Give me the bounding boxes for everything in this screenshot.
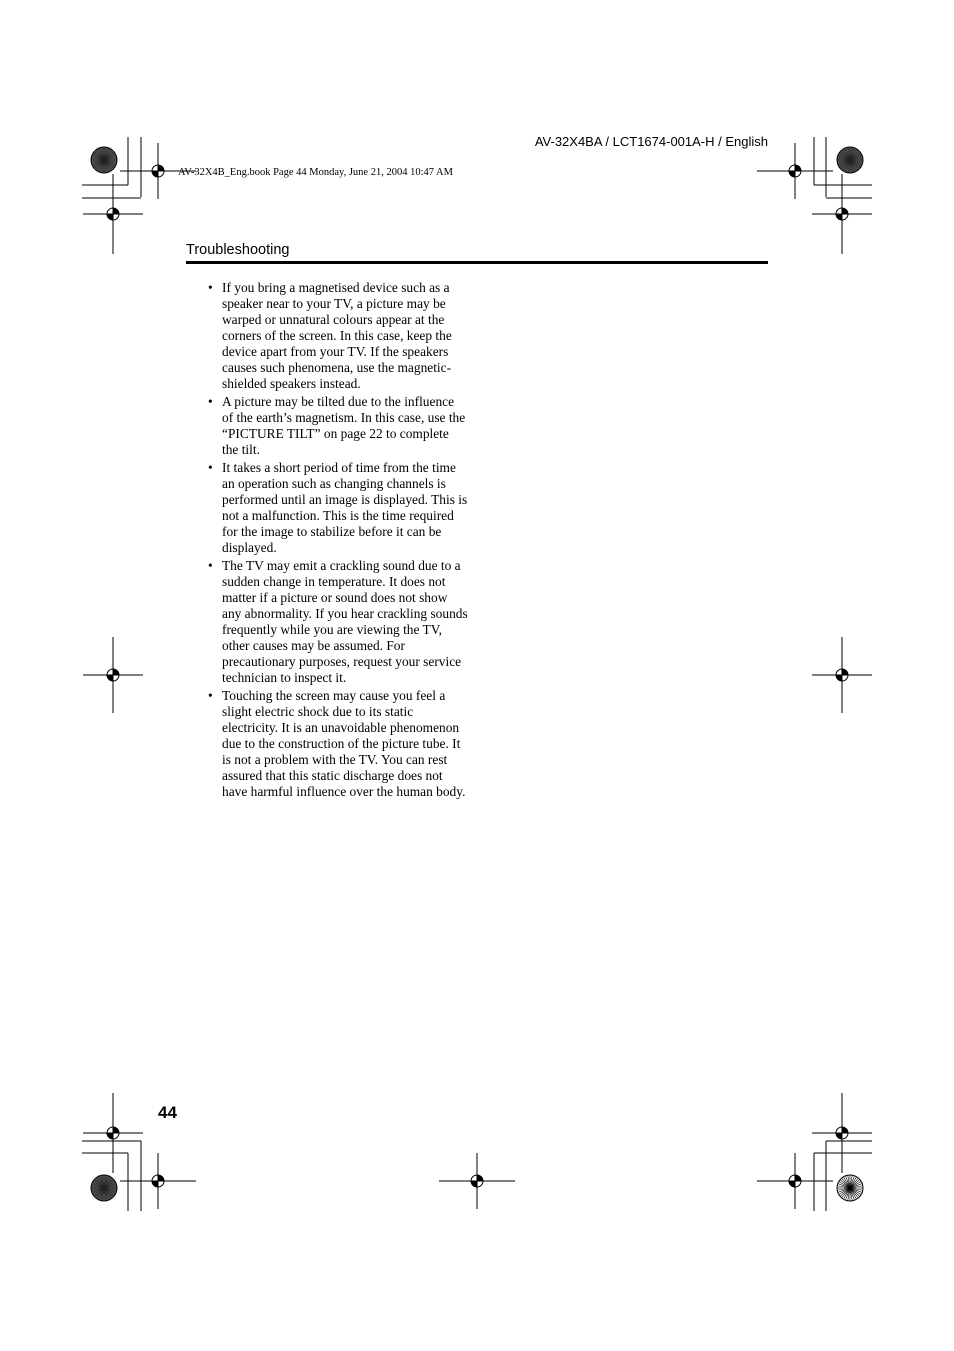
starburst-icon [91, 1175, 117, 1201]
crosshair-icon [812, 174, 872, 254]
bullet-icon: • [208, 460, 213, 475]
list-item-text: If you bring a magnetised device such as a speaker near to your TV, a picture may be warped or unnatural colours appear at the corners of the screen. In this case, keep the device apart from your TV. If the speakers causes such phenomena, use the magnetic-shielded speakers instead. [222, 280, 452, 391]
starburst-icon [837, 147, 863, 173]
starburst-icon [91, 147, 117, 173]
list-item [206, 280, 468, 392]
book-info-slug: AV-32X4B_Eng.book Page 44 Monday, June 21, 2004 10:47 AM [178, 167, 453, 178]
list-item-text: It takes a short period of time from the time an operation such as changing channels is performed until an image is displayed. This is not a malfunction. This is the time required for the image to stabilize before it can be displayed. [222, 460, 468, 555]
starburst-icon [837, 1175, 863, 1201]
page-number: 44 [158, 1103, 177, 1122]
list-item [206, 460, 468, 556]
crosshair-icon [812, 1093, 872, 1173]
crosshair-icon [83, 174, 143, 254]
bullet-icon: • [208, 688, 213, 703]
crosshair-icon [120, 1153, 196, 1209]
document-code: AV-32X4BA / LCT1674-001A-H / English [534, 134, 768, 149]
bullet-icon: • [208, 394, 213, 409]
list-item-text: The TV may emit a crackling sound due to a sudden change in temperature. It does not matter if a picture or sound does not show any abnormality. If you hear crackling sounds frequently while you are viewing the TV, other causes may be assumed. For precautionary purposes, request your service technician to inspect it. [222, 558, 468, 685]
list-item [206, 688, 468, 800]
list-item [206, 558, 468, 686]
crosshair-icon [83, 637, 143, 713]
list-item [206, 394, 468, 458]
crosshair-icon [812, 637, 872, 713]
list-item-text: A picture may be tilted due to the influence of the earth’s magnetism. In this case, use the “PICTURE TILT” on page 22 to complete the tilt. [222, 394, 466, 457]
crosshair-icon [439, 1153, 515, 1209]
crosshair-icon [757, 143, 833, 199]
bullet-icon: • [208, 280, 213, 295]
section-title: Troubleshooting [186, 242, 290, 258]
section-divider [186, 261, 768, 264]
crosshair-icon [757, 1153, 833, 1209]
troubleshooting-list [206, 280, 468, 802]
bullet-icon: • [208, 558, 213, 573]
list-item-text: Touching the screen may cause you feel a slight electric shock due to its static electricity. It is an unavoidable phenomenon due to the construction of the picture tube. It is not a problem with the TV. You can rest assured that this static discharge does not have harmful influence over the human body. [222, 688, 466, 799]
crosshair-icon [83, 1093, 143, 1173]
